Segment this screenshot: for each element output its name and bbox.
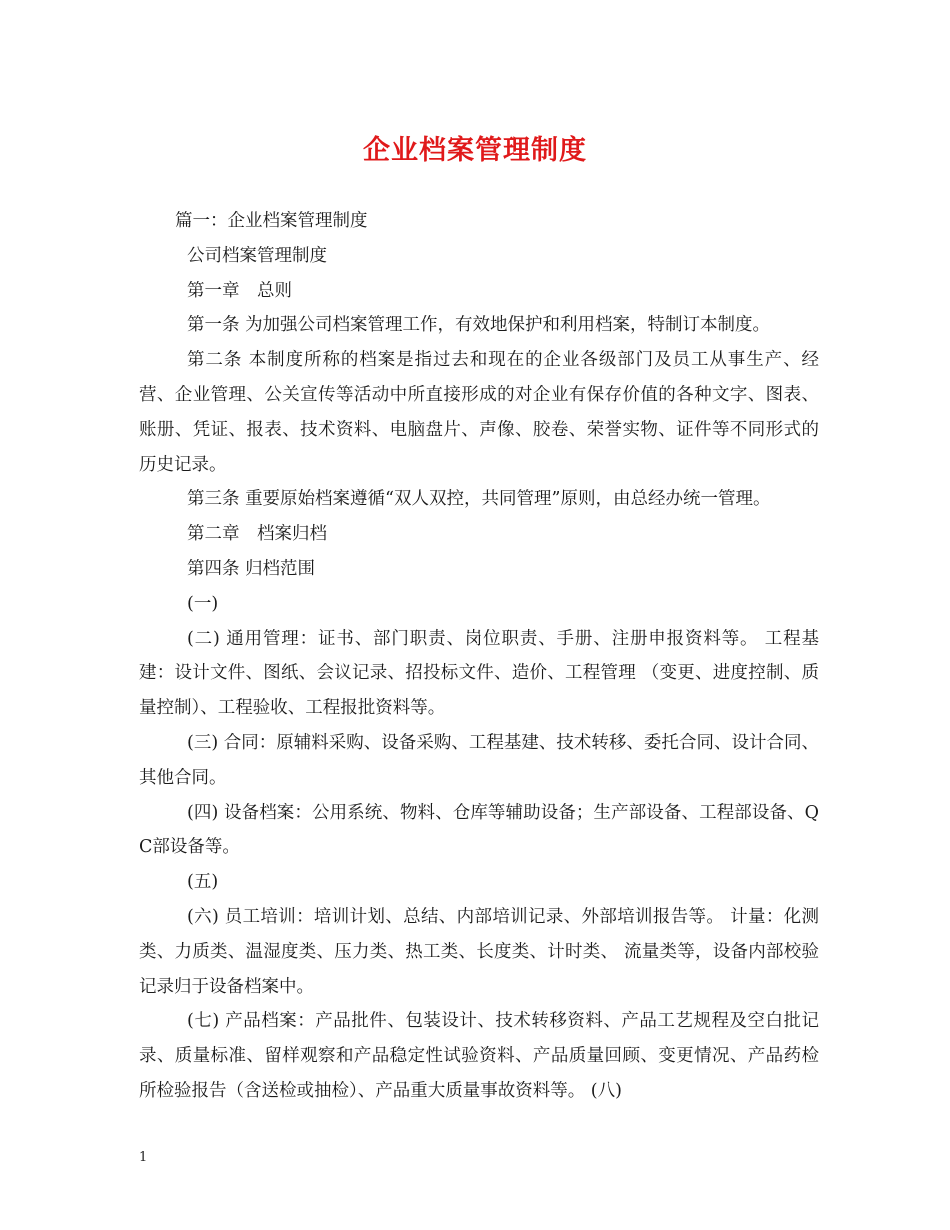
paragraph-item-1: (一) — [187, 593, 219, 614]
paragraph-item-7: (七) 产品档案：产品批件、包装设计、技术转移资料、产品工艺规程及空白批记录、质量标准、留样观察和产品稳定性试验资料、产品质量回顾、变更情况、产品药检所检验报告（含送检或抽检）、产品重大质量事故资料等。 (八) — [139, 1011, 819, 1101]
document-body — [139, 204, 819, 1109]
paragraph-chapter-1: 第一章 总则 — [187, 280, 292, 301]
page-number: 1 — [139, 1150, 148, 1165]
paragraph-article-4: 第四条 归档范围 — [187, 558, 316, 579]
paragraph-item-6: (六) 员工培训：培训计划、总结、内部培训记录、外部培训报告等。 计量：化测类、力质类、温湿度类、压力类、热工类、长度类、计时类、 流量类等，设备内部校验记录归于设备档案中。 — [139, 906, 819, 997]
paragraph-chapter-2: 第二章 档案归档 — [187, 524, 327, 545]
document-title: 企业档案管理制度 — [363, 135, 587, 166]
paragraph-item-2: (二) 通用管理：证书、部门职责、岗位职责、手册、注册申报资料等。 工程基建：设计文件、图纸、会议记录、招投标文件、造价、工程管理 （变更、进度控制、质量控制）、工程验收、工程报批资料等。 — [139, 628, 819, 719]
paragraph-article-2: 第二条 本制度所称的档案是指过去和现在的企业各级部门及员工从事生产、经营、企业管理、公关宣传等活动中所直接形成的对企业有保存价值的各种文字、图表、账册、凭证、报表、技术资料、电脑盘片、声像、胶卷、荣誉实物、证件等不同形式的历史记录。 — [139, 350, 819, 475]
paragraph-item-4: (四) 设备档案：公用系统、物料、仓库等辅助设备；生产部设备、工程部设备、QC部设备等。 — [139, 802, 819, 858]
paragraph-article-1: 第一条 为加强公司档案管理工作，有效地保护和利用档案，特制订本制度。 — [187, 315, 771, 336]
paragraph-policy-name: 公司档案管理制度 — [187, 245, 327, 266]
paragraph-item-3: (三) 合同：原辅料采购、设备采购、工程基建、技术转移、委托合同、设计合同、其他合同。 — [139, 732, 819, 788]
paragraph-article-3: 第三条 重要原始档案遵循“双人双控，共同管理”原则，由总经办统一管理。 — [187, 489, 771, 510]
paragraph-section-heading: 篇一：企业档案管理制度 — [175, 211, 368, 231]
paragraph-item-5: (五) — [187, 872, 219, 893]
